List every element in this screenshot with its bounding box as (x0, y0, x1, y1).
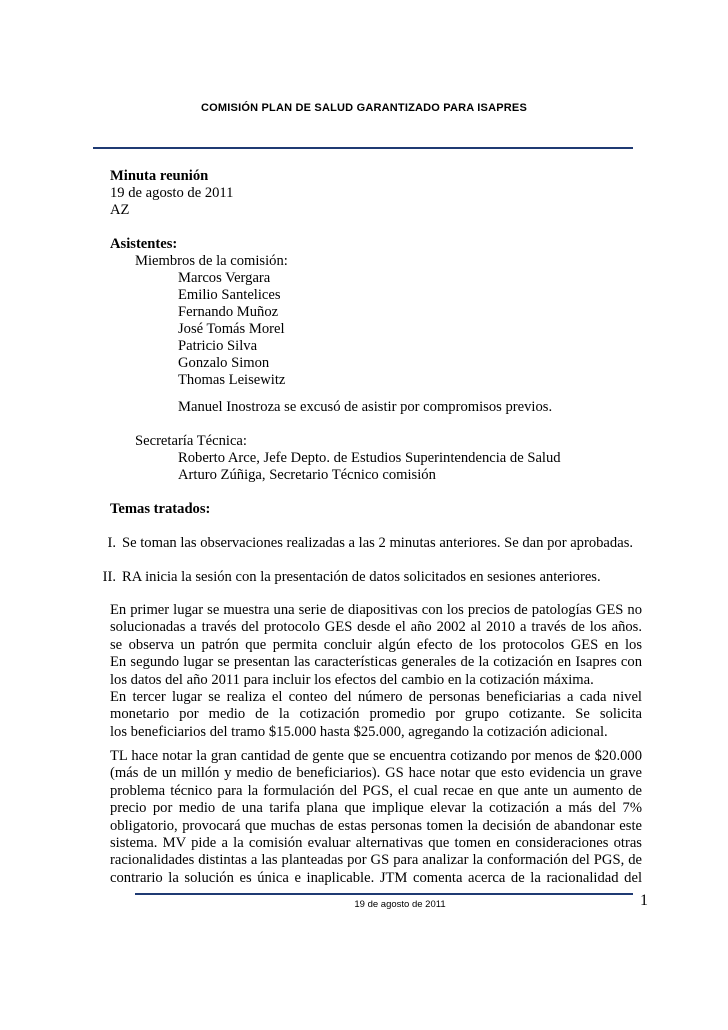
secretariat-member: Arturo Zúñiga, Secretario Técnico comisión (178, 467, 436, 483)
body-paragraph-1 (110, 602, 642, 741)
member-name: Thomas Leisewitz (178, 372, 286, 388)
topic-text: Se toman las observaciones realizadas a las 2 minutas anteriores. Se dan por aprobadas. (122, 535, 634, 551)
excused-note: Manuel Inostroza se excusó de asistir por compromisos previos. (178, 399, 553, 415)
topic-numeral: I. (107, 535, 116, 551)
paragraph-line: precio por medio de una tarifa plana que implique elevar la cotización a más del 7% (110, 800, 642, 817)
paragraph-line: (más de un millón y medio de beneficiarios). GS hace notar que esto evidencia un grave (110, 765, 642, 782)
paragraph-line: se observa un patrón que permita concluir algún efecto de los protocolos GES en los (110, 636, 642, 653)
topic-numeral: II. (102, 569, 116, 585)
paragraph-line: racionalidades distintas a las planteadas por GS para analizar la conformación del PGS, de (110, 852, 642, 869)
paragraph-line: TL hace notar la gran cantidad de gente que se encuentra cotizando por menos de $20.000 (110, 748, 642, 764)
paragraph-line: sistema. MV pide a la comisión evaluar alternativas que tomen en consideraciones otras (110, 834, 642, 851)
topics-label: Temas tratados: (110, 501, 211, 517)
page-number: 1 (640, 892, 648, 909)
minuta-author: AZ (110, 202, 130, 218)
member-name: Patricio Silva (178, 338, 258, 354)
paragraph-line: los beneficiarios del tramo $15.000 hasta $25.000, agregando la cotización adicional. (110, 723, 608, 740)
minuta-date: 19 de agosto de 2011 (110, 185, 234, 201)
paragraph-line: monetario por medio de la cotización promedio por grupo cotizante. Se solicita (110, 706, 642, 723)
paragraph-line: obligatorio, provocará que muchas de estas personas tomen la decisión de abandonar este (110, 817, 642, 834)
topic-text: RA inicia la sesión con la presentación de datos solicitados en sesiones anteriores. (122, 569, 601, 585)
member-name: Emilio Santelices (178, 287, 281, 303)
attendees-label: Asistentes: (110, 236, 178, 252)
minuta-title: Minuta reunión (110, 168, 209, 184)
secretariat-member: Roberto Arce, Jefe Depto. de Estudios Superintendencia de Salud (178, 450, 561, 466)
member-name: Fernando Muñoz (178, 304, 279, 320)
member-name: Marcos Vergara (178, 270, 271, 286)
footer-rule (135, 893, 633, 895)
secretariat-label: Secretaría Técnica: (135, 433, 247, 449)
footer-date: 19 de agosto de 2011 (354, 899, 446, 910)
paragraph-line: En primer lugar se muestra una serie de diapositivas con los precios de patologías GES no (110, 602, 642, 618)
member-name: José Tomás Morel (178, 321, 285, 337)
members-label: Miembros de la comisión: (135, 253, 288, 269)
header-rule (93, 147, 633, 149)
member-name: Gonzalo Simon (178, 355, 270, 371)
paragraph-line: contrario la solución es única e inaplicable. JTM comenta acerca de la racionalidad del (110, 869, 642, 886)
paragraph-line: los datos del año 2011 para incluir los efectos del cambio en la cotización máxima. (110, 671, 594, 688)
paragraph-line: problema técnico para la formulación del PGS, el cual recae en que ante un aumento de (110, 782, 642, 799)
paragraph-line: En tercer lugar se realiza el conteo del número de personas beneficiarias a cada nivel (110, 688, 642, 705)
paragraph-line: En segundo lugar se presentan las características generales de la cotización en Isapres con (110, 654, 642, 671)
body-paragraph-2 (110, 748, 642, 887)
document-header-title: COMISIÓN PLAN DE SALUD GARANTIZADO PARA ISAPRES (201, 102, 527, 114)
paragraph-line: solucionadas a través del protocolo GES desde el año 2002 al 2010 a través de los años. (110, 619, 642, 636)
